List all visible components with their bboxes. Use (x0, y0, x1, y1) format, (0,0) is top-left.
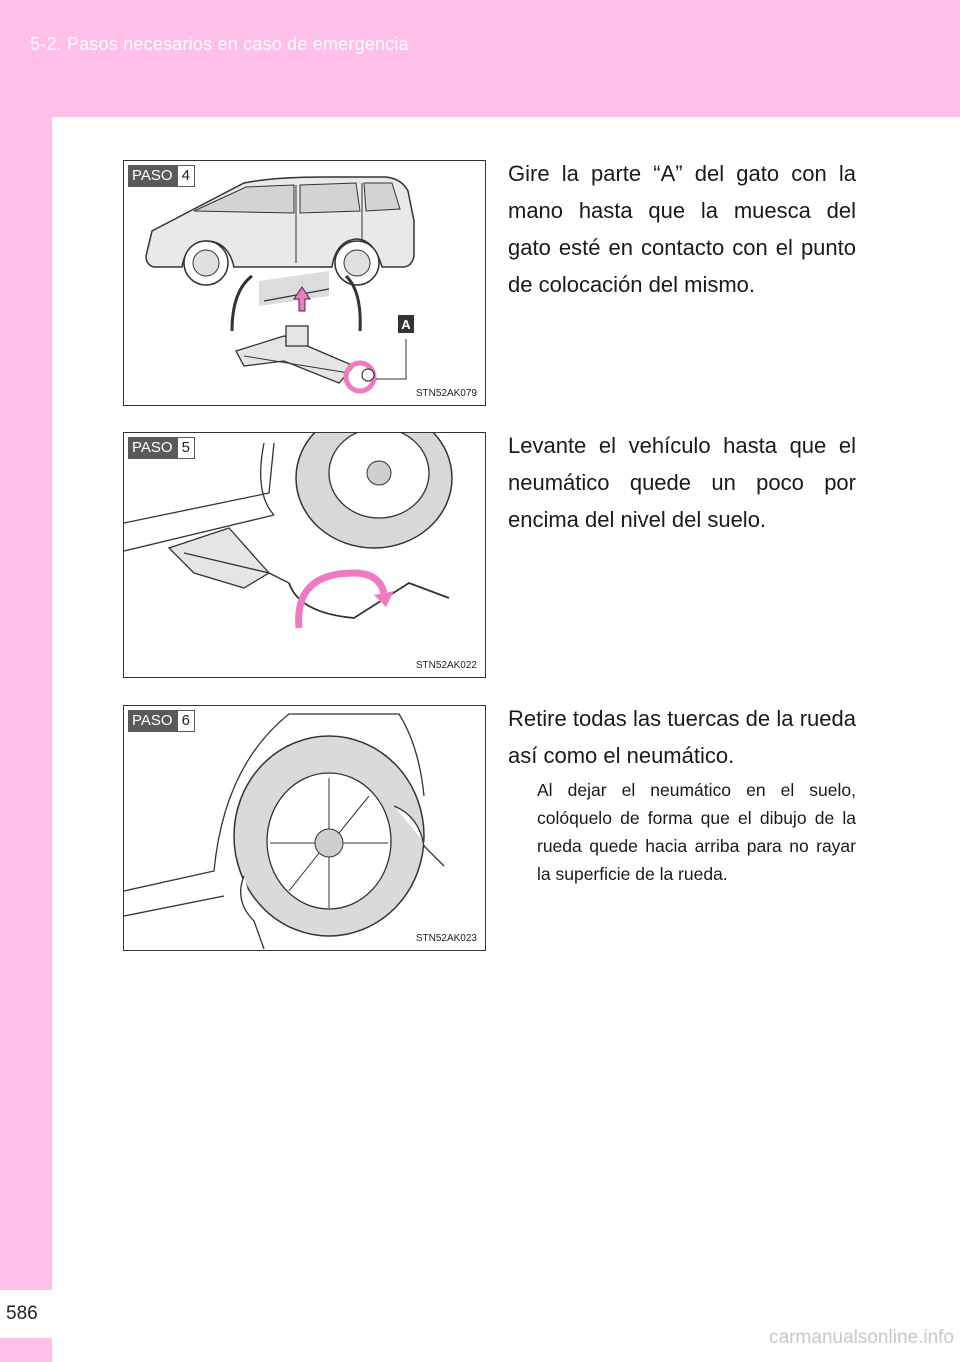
step-badge-label: PASO (128, 437, 177, 459)
step-6-text: Retire todas las tuercas de la rueda así como el neumático. (508, 706, 856, 768)
figure-code: STN52AK022 (415, 660, 477, 671)
side-band (0, 117, 52, 1362)
step-badge-label: PASO (128, 165, 177, 187)
figure-step-5 (123, 432, 486, 678)
step-4-text: Gire la parte “A” del gato con la mano hasta que la muesca del gato esté en contacto con el punto de colocación del mismo. (508, 161, 856, 297)
figure-step-6 (123, 705, 486, 951)
header-band (0, 0, 960, 117)
step-6-note-text: Al dejar el neumático en el suelo, colóquelo de forma que el dibujo de la rueda quede hacia arriba para no rayar la superficie de la rueda. (537, 780, 856, 884)
step-badge (128, 710, 195, 732)
step-5-text: Levante el vehículo hasta que el neumático quede un poco por encima del nivel del suelo. (508, 433, 856, 532)
watermark: carmanualsonline.info (769, 1327, 954, 1348)
step-badge-number: 4 (177, 165, 195, 187)
callout-a-label: A (401, 317, 411, 332)
figure-code: STN52AK023 (415, 933, 477, 944)
car-jack-illustration (124, 161, 484, 404)
page-number: 586 (0, 1290, 52, 1338)
figure-step-4 (123, 160, 486, 406)
raise-vehicle-illustration (124, 433, 484, 676)
step-badge (128, 165, 195, 187)
step-badge-number: 6 (177, 710, 195, 732)
step-badge-label: PASO (128, 710, 177, 732)
step-6-note (523, 776, 856, 888)
step-badge (128, 437, 195, 459)
remove-wheel-illustration (124, 706, 484, 949)
section-title: 5-2. Pasos necesarios en caso de emergencia (30, 34, 409, 54)
step-badge-number: 5 (177, 437, 195, 459)
figure-code: STN52AK079 (415, 388, 477, 399)
